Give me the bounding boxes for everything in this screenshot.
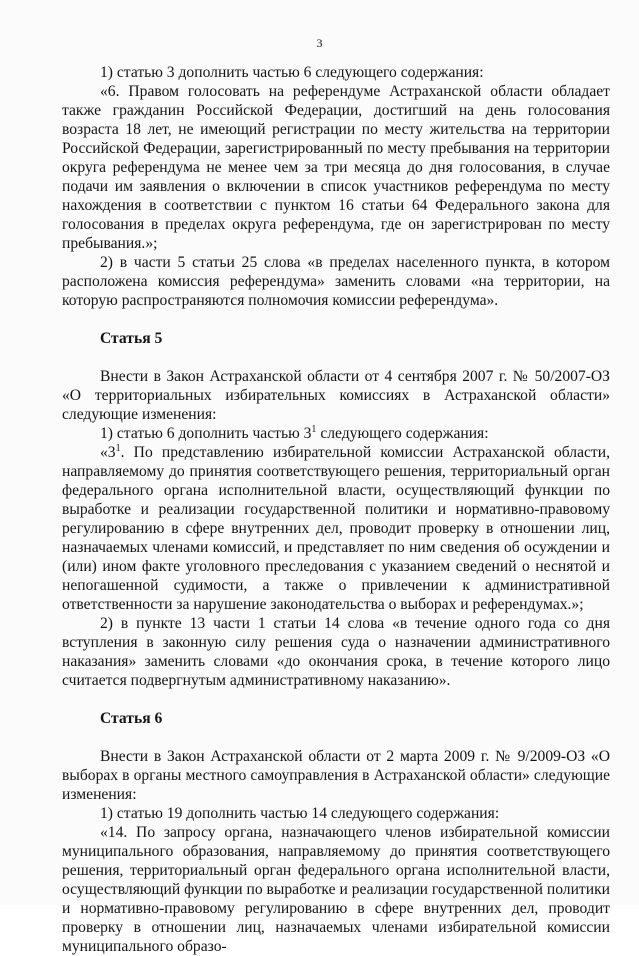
- page-number: 3: [316, 36, 323, 50]
- paragraph-part-3-1-text: «$3^1$. По представлению избирательной комиссии Астраханской области, направляемому до принятия соответствующего решения, территориальный орган федерального органа исполнительной власти, осуществляющий функции по выработке и реализации государственной политики и нормативно-правовому регулированию в сфере внутренних дел, проводит проверку в отношении лиц, назначаемых членами комиссий, и представляет по ним сведения об осуждении и (или) ином факте уголовного преследования с указанием сведений о неснятой и непогашенной судимости, а также о привлечении к административной ответственности за нарушение законодательства о выборах и референдумах.»;: [62, 442, 610, 613]
- paragraph-article-5-intro: Внести в Закон Астраханской области от 4 сентября 2007 г. № 50/2007-ОЗ «О территориальных избирательных комиссиях в Астраханской области» следующие изменения:: [62, 368, 610, 423]
- paragraph-part-6-text: «6. Правом голосовать на референдуме Астраханской области обладает также гражданин Российской Федерации, достигший на день голосования возраста 18 лет, не имеющий регистрации по месту жительства на территории Российской Федерации, зарегистрированный по месту пребывания на территории округа референдума не менее чем за три месяца до дня голосования, в случае подачи им заявления о включении в список участников референдума по месту нахождения в соответствии с пунктом 16 статьи 64 Федерального закона для голосования в пределах округа референдума, где он зарегистрирован по месту пребывания.»;: [62, 83, 610, 252]
- paragraph-article-5-item-2: 2) в пункте 13 части 1 статьи 14 слова «в течение одного года со дня вступления в законную силу решения суда о назначении административного наказания» заменить словами «до окончания срока, в течение которого лицо считается подвергнутым административному наказанию».: [62, 615, 610, 689]
- paragraph-item-1: 1) статью 3 дополнить частью 6 следующего содержания:: [100, 64, 484, 81]
- paragraph-part-14-text: «14. По запросу органа, назначающего членов избирательной комиссии муниципального образования, направляемому до принятия соответствующего решения, территориальный орган федерального органа исполнительной власти, осуществляющий функции по выработке и реализации государственной политики и нормативно-правовому регулированию в сфере внутренних дел, проводит проверку в отношении лиц, назначаемых членами избирательной комиссии муниципального образо-: [62, 824, 610, 955]
- paragraph-article-6-intro: Внести в Закон Астраханской области от 2 марта 2009 г. № 9/2009-ОЗ «О выборах в органы местного самоуправления в Астраханской области» следующие изменения:: [62, 748, 610, 803]
- heading-article-5: Статья 5: [100, 330, 163, 347]
- paragraph-item-2: 2) в части 5 статьи 25 слова «в пределах населенного пункта, в котором расположена комиссия референдума» заменить словами «на территории, на которую распространяются полномочия комиссии референдума».: [62, 254, 610, 309]
- heading-article-6: Статья 6: [100, 710, 163, 727]
- document-body: [62, 63, 610, 956]
- paragraph-article-6-item-1: 1) статью 19 дополнить частью 14 следующего содержания:: [100, 805, 500, 822]
- paragraph-article-5-item-1: 1) статью 6 дополнить частью $3^1$ следующего содержания:: [100, 423, 489, 442]
